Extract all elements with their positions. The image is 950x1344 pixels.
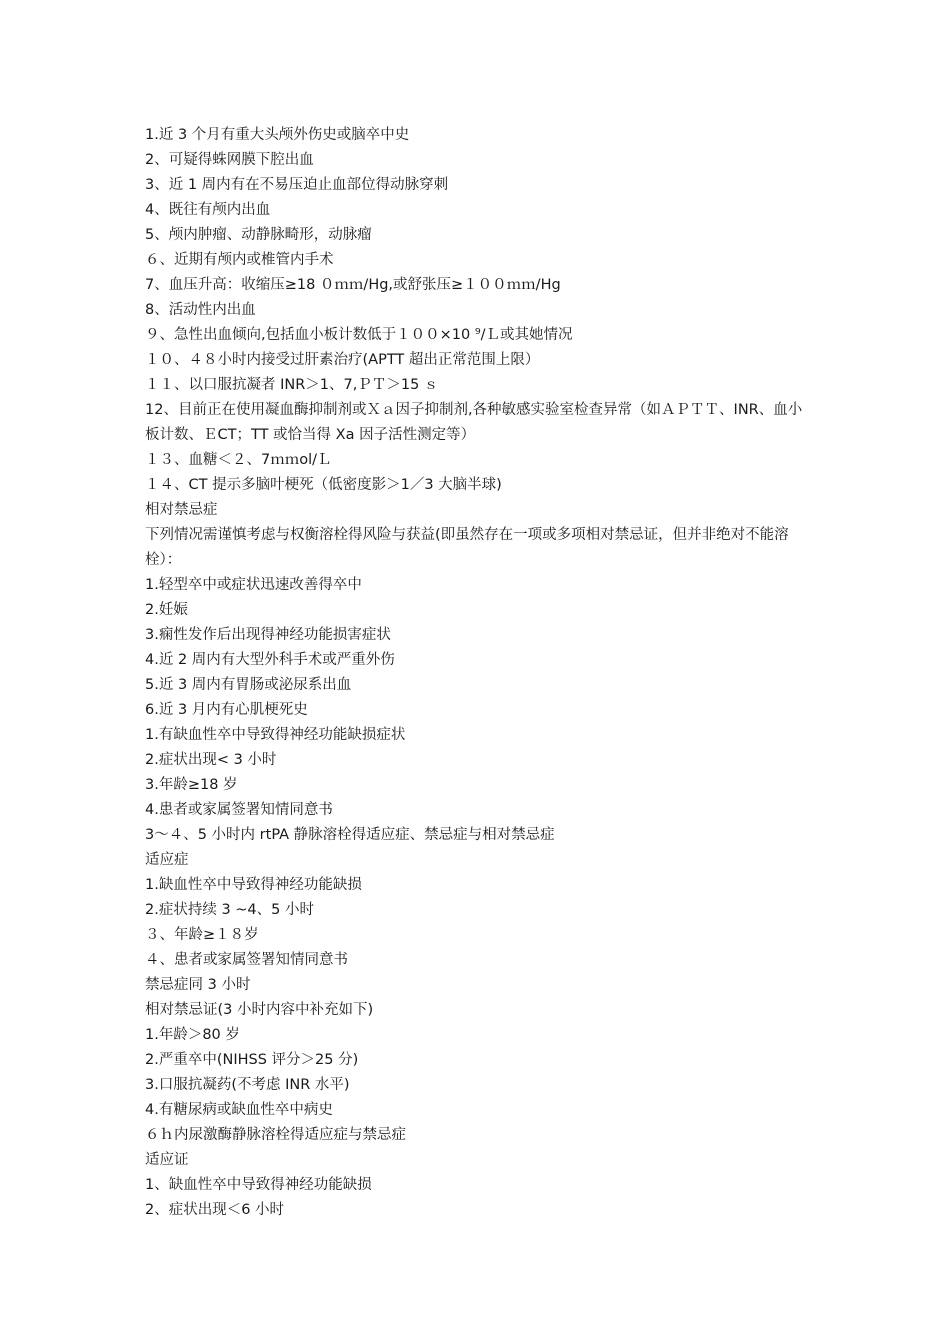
text-line: 7、血压升高：收缩压≥18 ０ｍｍ/Hg,或舒张压≥１００ｍｍ/Hg (145, 277, 561, 293)
text-line: 5.近 3 周内有胃肠或泌尿系出血 (145, 677, 352, 693)
text-line: 3、近 1 周内有在不易压迫止血部位得动脉穿刺 (145, 177, 449, 193)
section-heading: 适应证 (145, 1152, 189, 1168)
text-line: 6.近 3 月内有心肌梗死史 (145, 702, 308, 718)
text-line: ９、急性出血倾向,包括血小板计数低于１００×10 ⁹/Ｌ或其她情况 (145, 327, 573, 343)
text-line: 8、活动性内出血 (145, 302, 256, 318)
text-line: １０、４８小时内接受过肝素治疗(APTT 超出正常范围上限） (145, 352, 540, 368)
text-line: 3.口服抗凝药(不考虑 INR 水平) (145, 1077, 350, 1093)
text-line: 1.有缺血性卒中导致得神经功能缺损症状 (145, 727, 406, 743)
text-line: 1.年龄＞80 岁 (145, 1027, 240, 1043)
section-heading: ６ｈ内尿激酶静脉溶栓得适应症与禁忌症 (145, 1127, 406, 1143)
text-line: 3.年龄≥18 岁 (145, 777, 238, 793)
text-line: 禁忌症同 3 小时 (145, 977, 251, 993)
text-line: 1.轻型卒中或症状迅速改善得卒中 (145, 577, 362, 593)
document-body (145, 123, 815, 1223)
text-line: ６、近期有颅内或椎管内手术 (145, 252, 334, 268)
text-line: 3.痫性发作后出现得神经功能损害症状 (145, 627, 391, 643)
text-line: ３、年龄≥１８岁 (145, 927, 259, 943)
section-heading: 相对禁忌证(3 小时内容中补充如下) (145, 1002, 374, 1018)
text-line: 1、缺血性卒中导致得神经功能缺损 (145, 1177, 372, 1193)
text-line: １３、血糖＜２、7ｍｍol/Ｌ (145, 452, 332, 468)
text-line: 5、颅内肿瘤、动静脉畸形，动脉瘤 (145, 227, 372, 243)
text-line: 4.患者或家属签署知情同意书 (145, 802, 333, 818)
text-line: 1.近 3 个月有重大头颅外伤史或脑卒中史 (145, 127, 410, 143)
text-line: 2、症状出现＜6 小时 (145, 1202, 285, 1218)
text-line: １１、以口服抗凝者 INR＞1、7,ＰＴ＞15 ｓ (145, 377, 439, 393)
text-line: 4.有糖尿病或缺血性卒中病史 (145, 1102, 333, 1118)
text-paragraph: 12、目前正在使用凝血酶抑制剂或Ｘａ因子抑制剂,各种敏感实验室检查异常（如ＡＰＴＴ、INR、血小板计数、ＥCT；TT 或恰当得 Xa 因子活性测定等） (145, 402, 803, 443)
text-line: 4.近 2 周内有大型外科手术或严重外伤 (145, 652, 395, 668)
text-line: １４、CT 提示多脑叶梗死（低密度影＞1／3 大脑半球) (145, 477, 502, 493)
text-line: 4、既往有颅内出血 (145, 202, 271, 218)
text-line: ４、患者或家属签署知情同意书 (145, 952, 348, 968)
text-line: 2、可疑得蛛网膜下腔出血 (145, 152, 314, 168)
text-line: 2.症状出现< 3 小时 (145, 752, 277, 768)
section-heading: 相对禁忌症 (145, 502, 218, 518)
text-paragraph: 下列情况需谨慎考虑与权衡溶栓得风险与获益(即虽然存在一项或多项相对禁忌证，但并非绝对不能溶栓）： (145, 527, 789, 568)
text-line: 2.严重卒中(NIHSS 评分＞25 分) (145, 1052, 359, 1068)
section-heading: 适应症 (145, 852, 189, 868)
text-line: 2.症状持续 3 ~4、5 小时 (145, 902, 314, 918)
section-heading: 3～４、5 小时内 rtPA 静脉溶栓得适应症、禁忌症与相对禁忌症 (145, 827, 555, 843)
text-line: 2.妊娠 (145, 602, 188, 618)
text-line: 1.缺血性卒中导致得神经功能缺损 (145, 877, 362, 893)
